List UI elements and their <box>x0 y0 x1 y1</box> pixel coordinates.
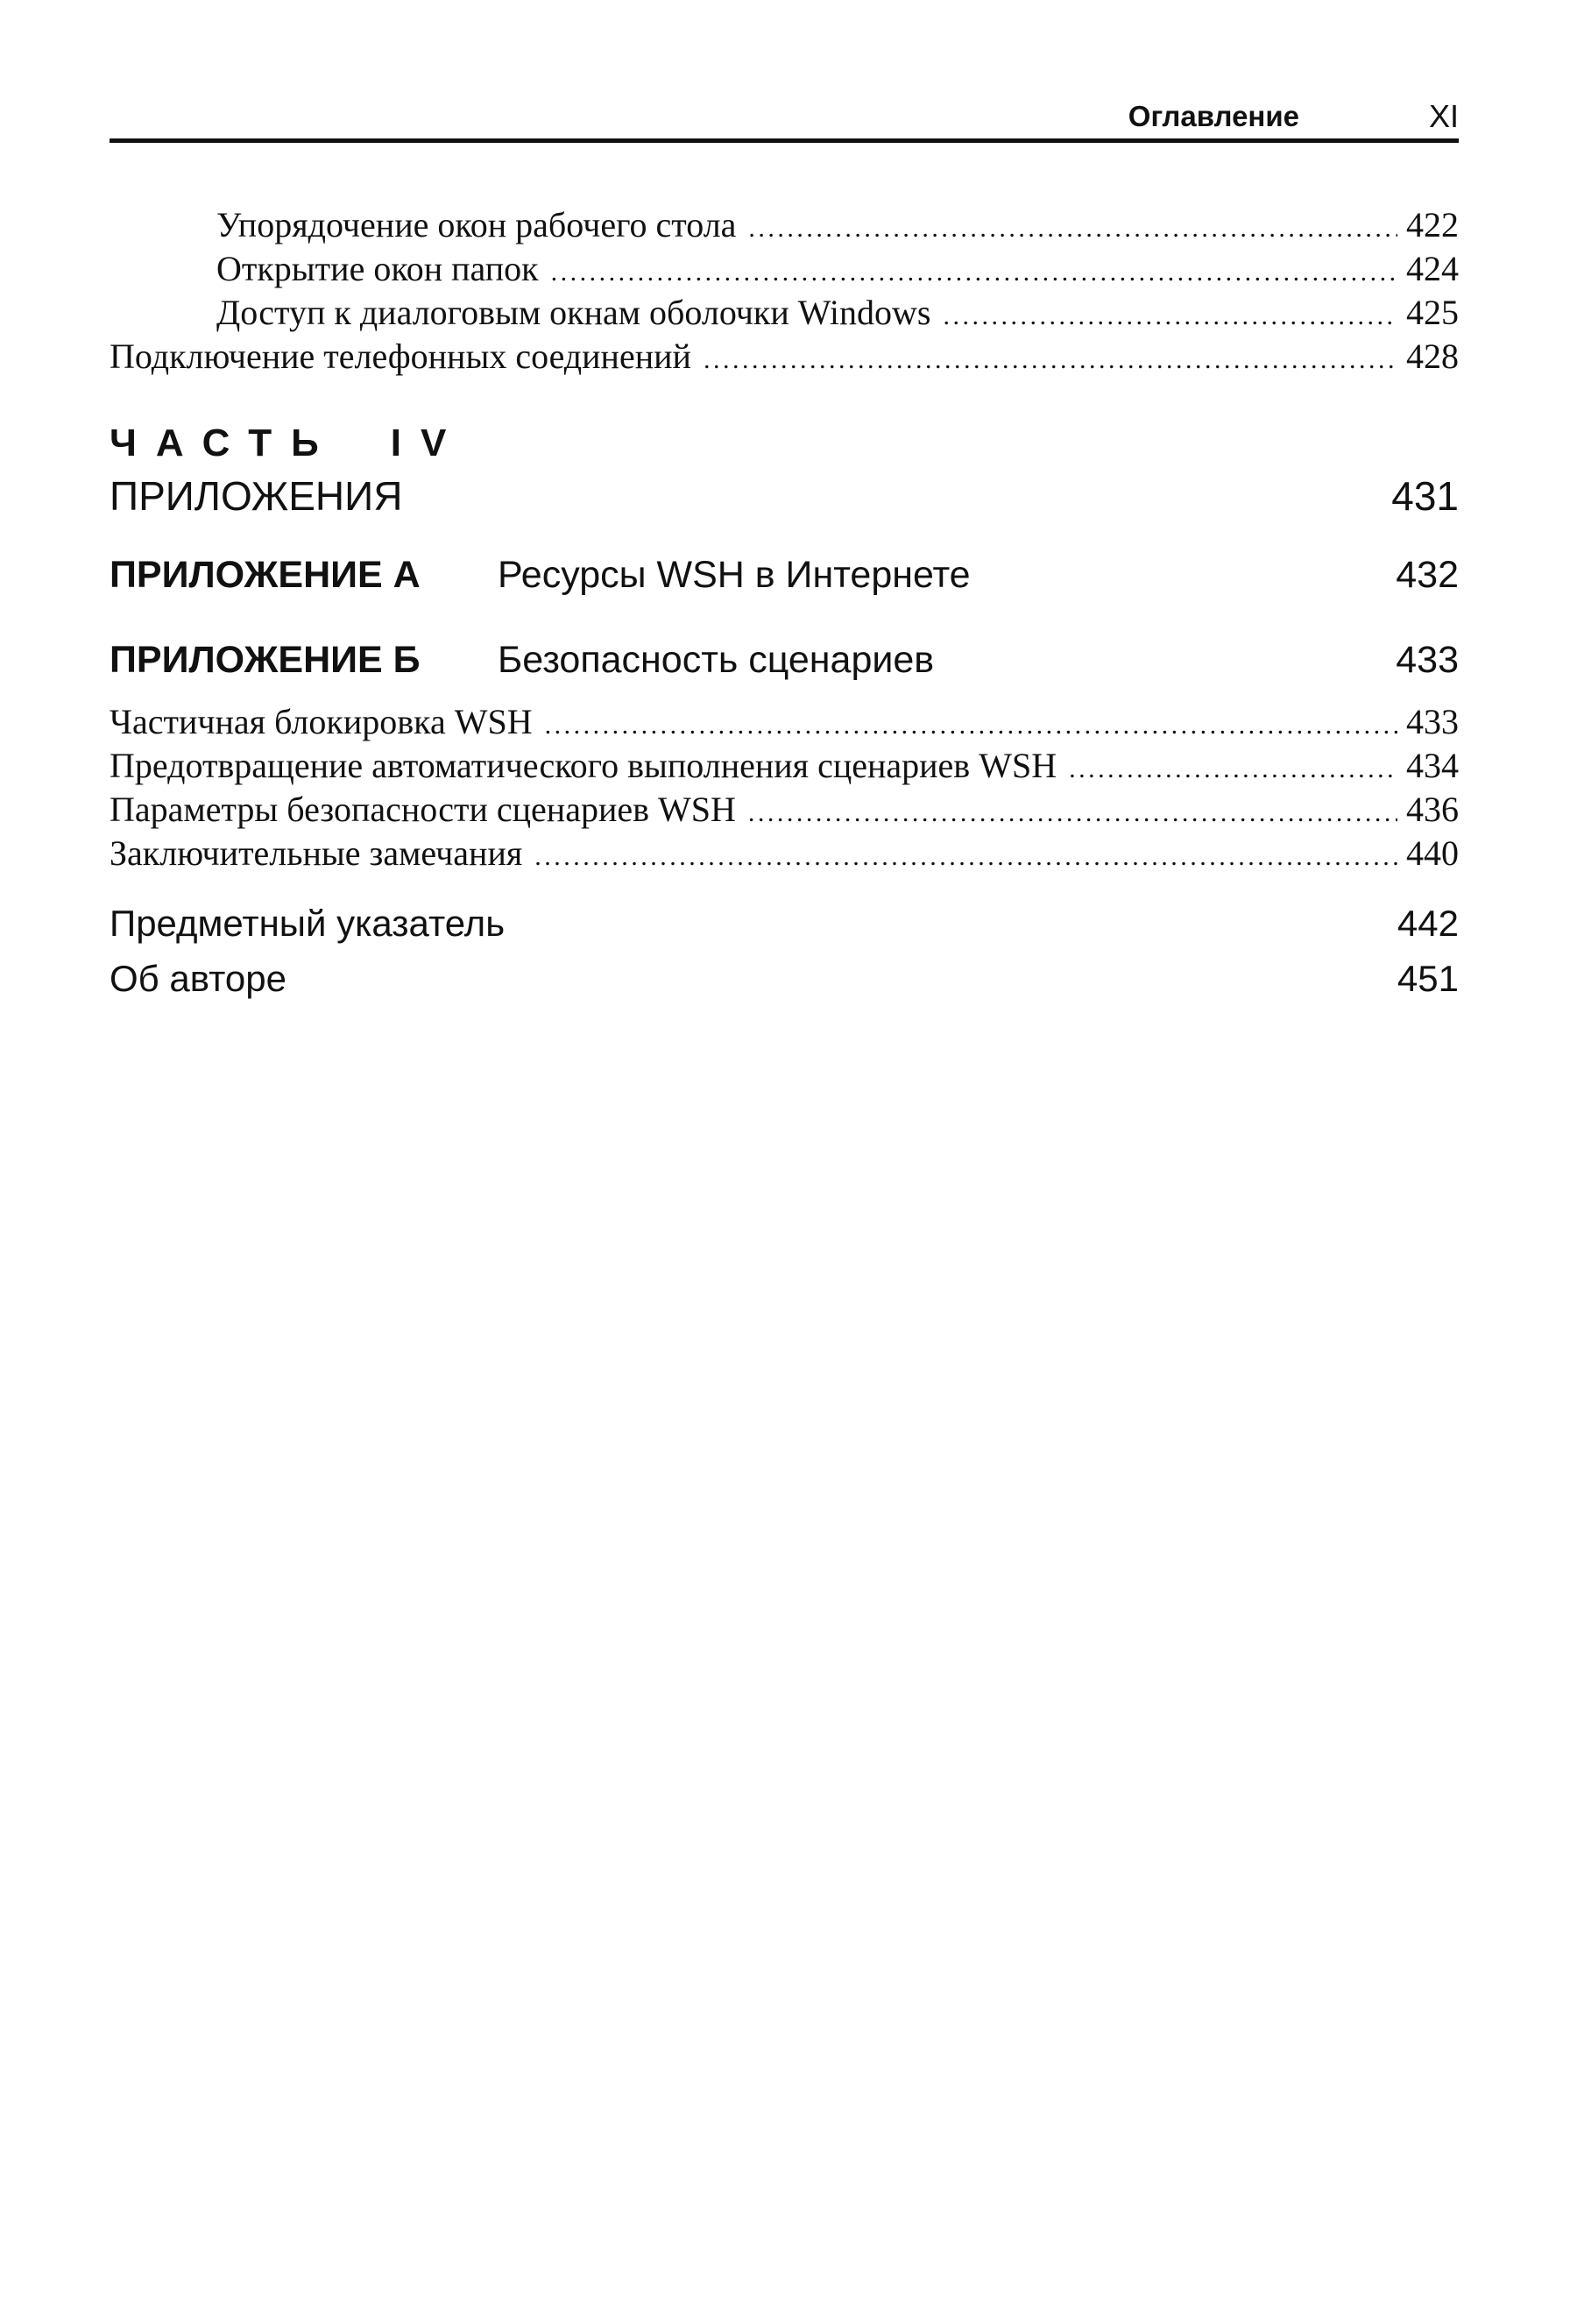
toc-entry-page: 434 <box>1406 746 1459 785</box>
appendix-b-label: ПРИЛОЖЕНИЕ Б <box>110 639 421 681</box>
toc-entry <box>110 788 1459 832</box>
toc-entry-title: Подключение телефонных соединений <box>110 337 691 376</box>
toc-entry <box>110 700 1459 744</box>
toc-entry <box>110 832 1459 875</box>
toc-entry <box>110 291 1459 335</box>
dot-leader <box>551 251 1397 294</box>
toc-entry-title: Частичная блокировка WSH <box>110 702 533 741</box>
dot-leader <box>704 338 1397 382</box>
appendix-a-title: Ресурсы WSH в Интернете <box>498 554 971 596</box>
toc-entry-page: 436 <box>1406 790 1459 829</box>
toc-entry-page: 428 <box>1406 337 1459 376</box>
appendix-a-label: ПРИЛОЖЕНИЕ А <box>110 554 421 596</box>
appendix-b-page: 433 <box>1396 639 1459 681</box>
dot-leader <box>748 207 1397 251</box>
toc-entry-title: Упорядочение окон рабочего стола <box>216 205 737 244</box>
part-title-row <box>110 470 1459 522</box>
part-title: ПРИЛОЖЕНИЯ <box>110 473 403 519</box>
part-number: IV <box>390 422 466 464</box>
dot-leader <box>943 294 1397 338</box>
running-header <box>110 95 1459 143</box>
toc-entry-title: Параметры безопасности сценариев WSH <box>110 790 736 829</box>
toc-entry-title: Предотвращение автоматического выполнения сценариев WSH <box>110 746 1057 785</box>
toc-entry-page: 425 <box>1406 293 1459 332</box>
toc-entry <box>110 203 1459 247</box>
dot-leader <box>748 791 1397 835</box>
toc-entry-title: Заключительные замечания <box>110 833 523 873</box>
index-row <box>110 898 1459 949</box>
dot-leader <box>1069 748 1397 791</box>
toc-entry-page: 440 <box>1406 833 1459 873</box>
dot-leader <box>534 835 1397 879</box>
part-page: 431 <box>1391 473 1459 519</box>
toc-entry-title: Доступ к диалоговым окнам оболочки Windows <box>216 293 931 332</box>
toc-entry-page: 424 <box>1406 249 1459 288</box>
toc-entry <box>110 247 1459 291</box>
about-author-page: 451 <box>1397 958 1459 999</box>
toc-entry <box>110 335 1459 379</box>
toc-entry <box>110 744 1459 788</box>
running-header-page-number: XI <box>1428 98 1459 134</box>
toc-entry-page: 433 <box>1406 702 1459 741</box>
index-title: Предметный указатель <box>110 903 506 944</box>
appendix-b-row <box>110 634 1459 686</box>
running-header-title: Оглавление <box>1128 100 1299 132</box>
dot-leader <box>545 704 1397 748</box>
toc-entry-title: Открытие окон папок <box>216 249 539 288</box>
part-label <box>110 419 465 468</box>
index-page: 442 <box>1397 903 1459 944</box>
part-label-word: ЧАСТЬ <box>110 422 338 464</box>
toc-entry-page: 422 <box>1406 205 1459 244</box>
appendix-b-title: Безопасность сценариев <box>498 639 935 681</box>
about-author-title: Об авторе <box>110 958 286 999</box>
appendix-a-page: 432 <box>1396 554 1459 596</box>
appendix-a-row <box>110 549 1459 601</box>
about-author-row <box>110 953 1459 1004</box>
